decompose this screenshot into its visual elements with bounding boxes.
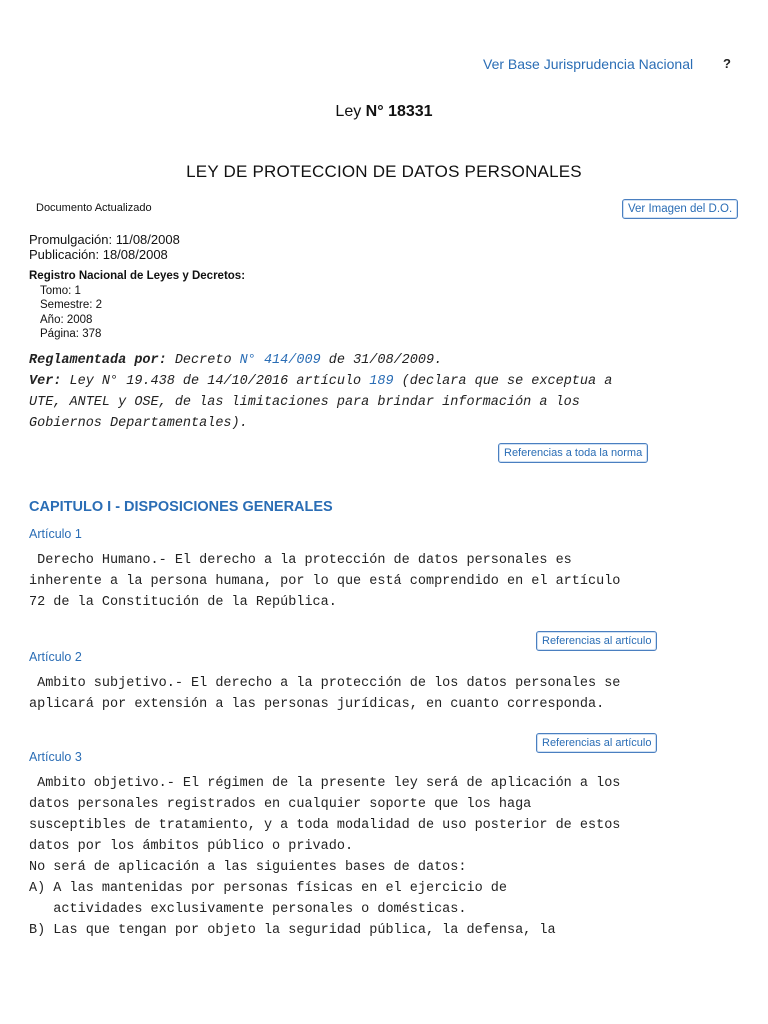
view-image-button[interactable]: Ver Imagen del D.O. bbox=[622, 199, 738, 219]
law-number: N° 18331 bbox=[365, 103, 433, 120]
reglamentada-date: de 31/08/2009. bbox=[320, 353, 443, 368]
document-status: Documento Actualizado bbox=[36, 202, 152, 214]
registro-pagina: Página: 378 bbox=[40, 328, 102, 340]
ver-description: (declara que se exceptua a UTE, ANTEL y OSE, de las limitaciones para brindar información a los Gobiernos Departamentales). bbox=[29, 374, 613, 431]
chapter-heading: CAPITULO I - DISPOSICIONES GENERALES bbox=[29, 499, 333, 515]
article-1-text: Derecho Humano.- El derecho a la protección de datos personales es inherente a la persona humana, por lo que está comprendido en el artículo 72 de la Constitución de la República. bbox=[29, 553, 621, 610]
registro-semestre: Semestre: 2 bbox=[40, 299, 102, 311]
base-jurisprudencia-link[interactable]: Ver Base Jurisprudencia Nacional bbox=[483, 56, 694, 72]
promulgation-date: Promulgación: 11/08/2008 bbox=[29, 232, 180, 247]
reglamentacion-block bbox=[29, 350, 612, 434]
decreto-link[interactable]: N° 414/009 bbox=[239, 353, 321, 368]
article-3-label[interactable]: Artículo 3 bbox=[29, 750, 82, 764]
registro-anio: Año: 2008 bbox=[40, 313, 93, 326]
law-subtitle: LEY DE PROTECCION DE DATOS PERSONALES bbox=[186, 162, 582, 181]
law-title bbox=[0, 103, 768, 121]
registro-tomo: Tomo: 1 bbox=[40, 284, 81, 297]
reglamentada-label: Reglamentada por: bbox=[29, 353, 167, 368]
reglamentada-text: Decreto bbox=[166, 353, 240, 368]
article-2-refs-button[interactable]: Referencias al artículo bbox=[536, 733, 657, 753]
article-2-label[interactable]: Artículo 2 bbox=[29, 650, 82, 664]
registro-block bbox=[29, 269, 245, 342]
article-3-text: Ambito objetivo.- El régimen de la presente ley será de aplicación a los datos personales registrados en cualquier soporte que los haga susceptibles de tratamiento, y a toda modalidad de uso posterior de estos datos por los ámbitos público o privado. No será de aplicación a las siguientes bases de datos: A) A las mantenidas por personas físicas en el ejercicio de actividades exclusivamente personales o domésticas. B) Las que tengan por objeto la seguridad pública, la defensa, la bbox=[29, 776, 621, 938]
dates-block bbox=[29, 232, 180, 262]
article-1-label[interactable]: Artículo 1 bbox=[29, 527, 82, 541]
law-title-prefix: Ley bbox=[335, 103, 366, 120]
refs-norma-button[interactable]: Referencias a toda la norma bbox=[498, 443, 648, 463]
article-2-text: Ambito subjetivo.- El derecho a la protección de los datos personales se aplicará por extensión a las personas jurídicas, en cuanto corresponda. bbox=[29, 676, 621, 712]
ver-label: Ver: bbox=[29, 374, 62, 389]
articulo-189-link[interactable]: 189 bbox=[369, 374, 394, 389]
help-button[interactable]: ? bbox=[723, 56, 731, 71]
registro-title: Registro Nacional de Leyes y Decretos: bbox=[29, 270, 246, 282]
article-1-refs-button[interactable]: Referencias al artículo bbox=[536, 631, 657, 651]
publication-date: Publicación: 18/08/2008 bbox=[29, 247, 168, 262]
ver-text: Ley N° 19.438 de 14/10/2016 artículo bbox=[61, 374, 370, 389]
